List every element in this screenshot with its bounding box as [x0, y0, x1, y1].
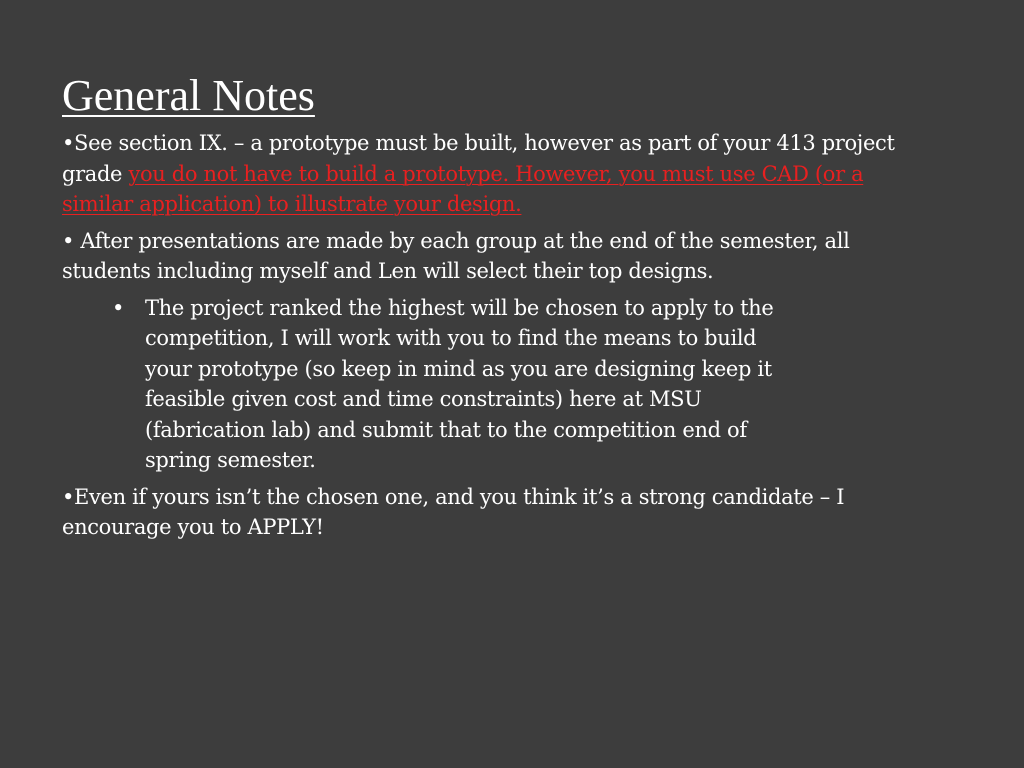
sub-note-ranking-text: The project ranked the highest will be chosen to apply to the competition, I will work with you to find the means to build your prototype (so keep in mind as you are designing keep it feasible given cost and time constraints) here at MSU (fabrication lab) and submit that to the competition end of spring semester. [145, 295, 774, 472]
note-apply: •Even if yours isn’t the chosen one, and you think it’s a strong candidate – I encourage you to APPLY! [62, 484, 845, 539]
note-prototype-highlight: you do not have to build a prototype. However, you must use CAD (or a similar application) to illustrate your design. [62, 161, 864, 216]
sub-bullet: • [112, 295, 125, 320]
slide-body [62, 128, 902, 543]
slide-title: General Notes [62, 71, 315, 120]
note-presentations: • After presentations are made by each group at the end of the semester, all students including myself and Len will select their top designs. [62, 228, 850, 283]
sub-note-ranking [62, 293, 795, 476]
note-prototype-lead: •See section IX. – a prototype must be built, however as part of your 413 project grade [62, 131, 895, 186]
note-prototype [62, 128, 902, 220]
